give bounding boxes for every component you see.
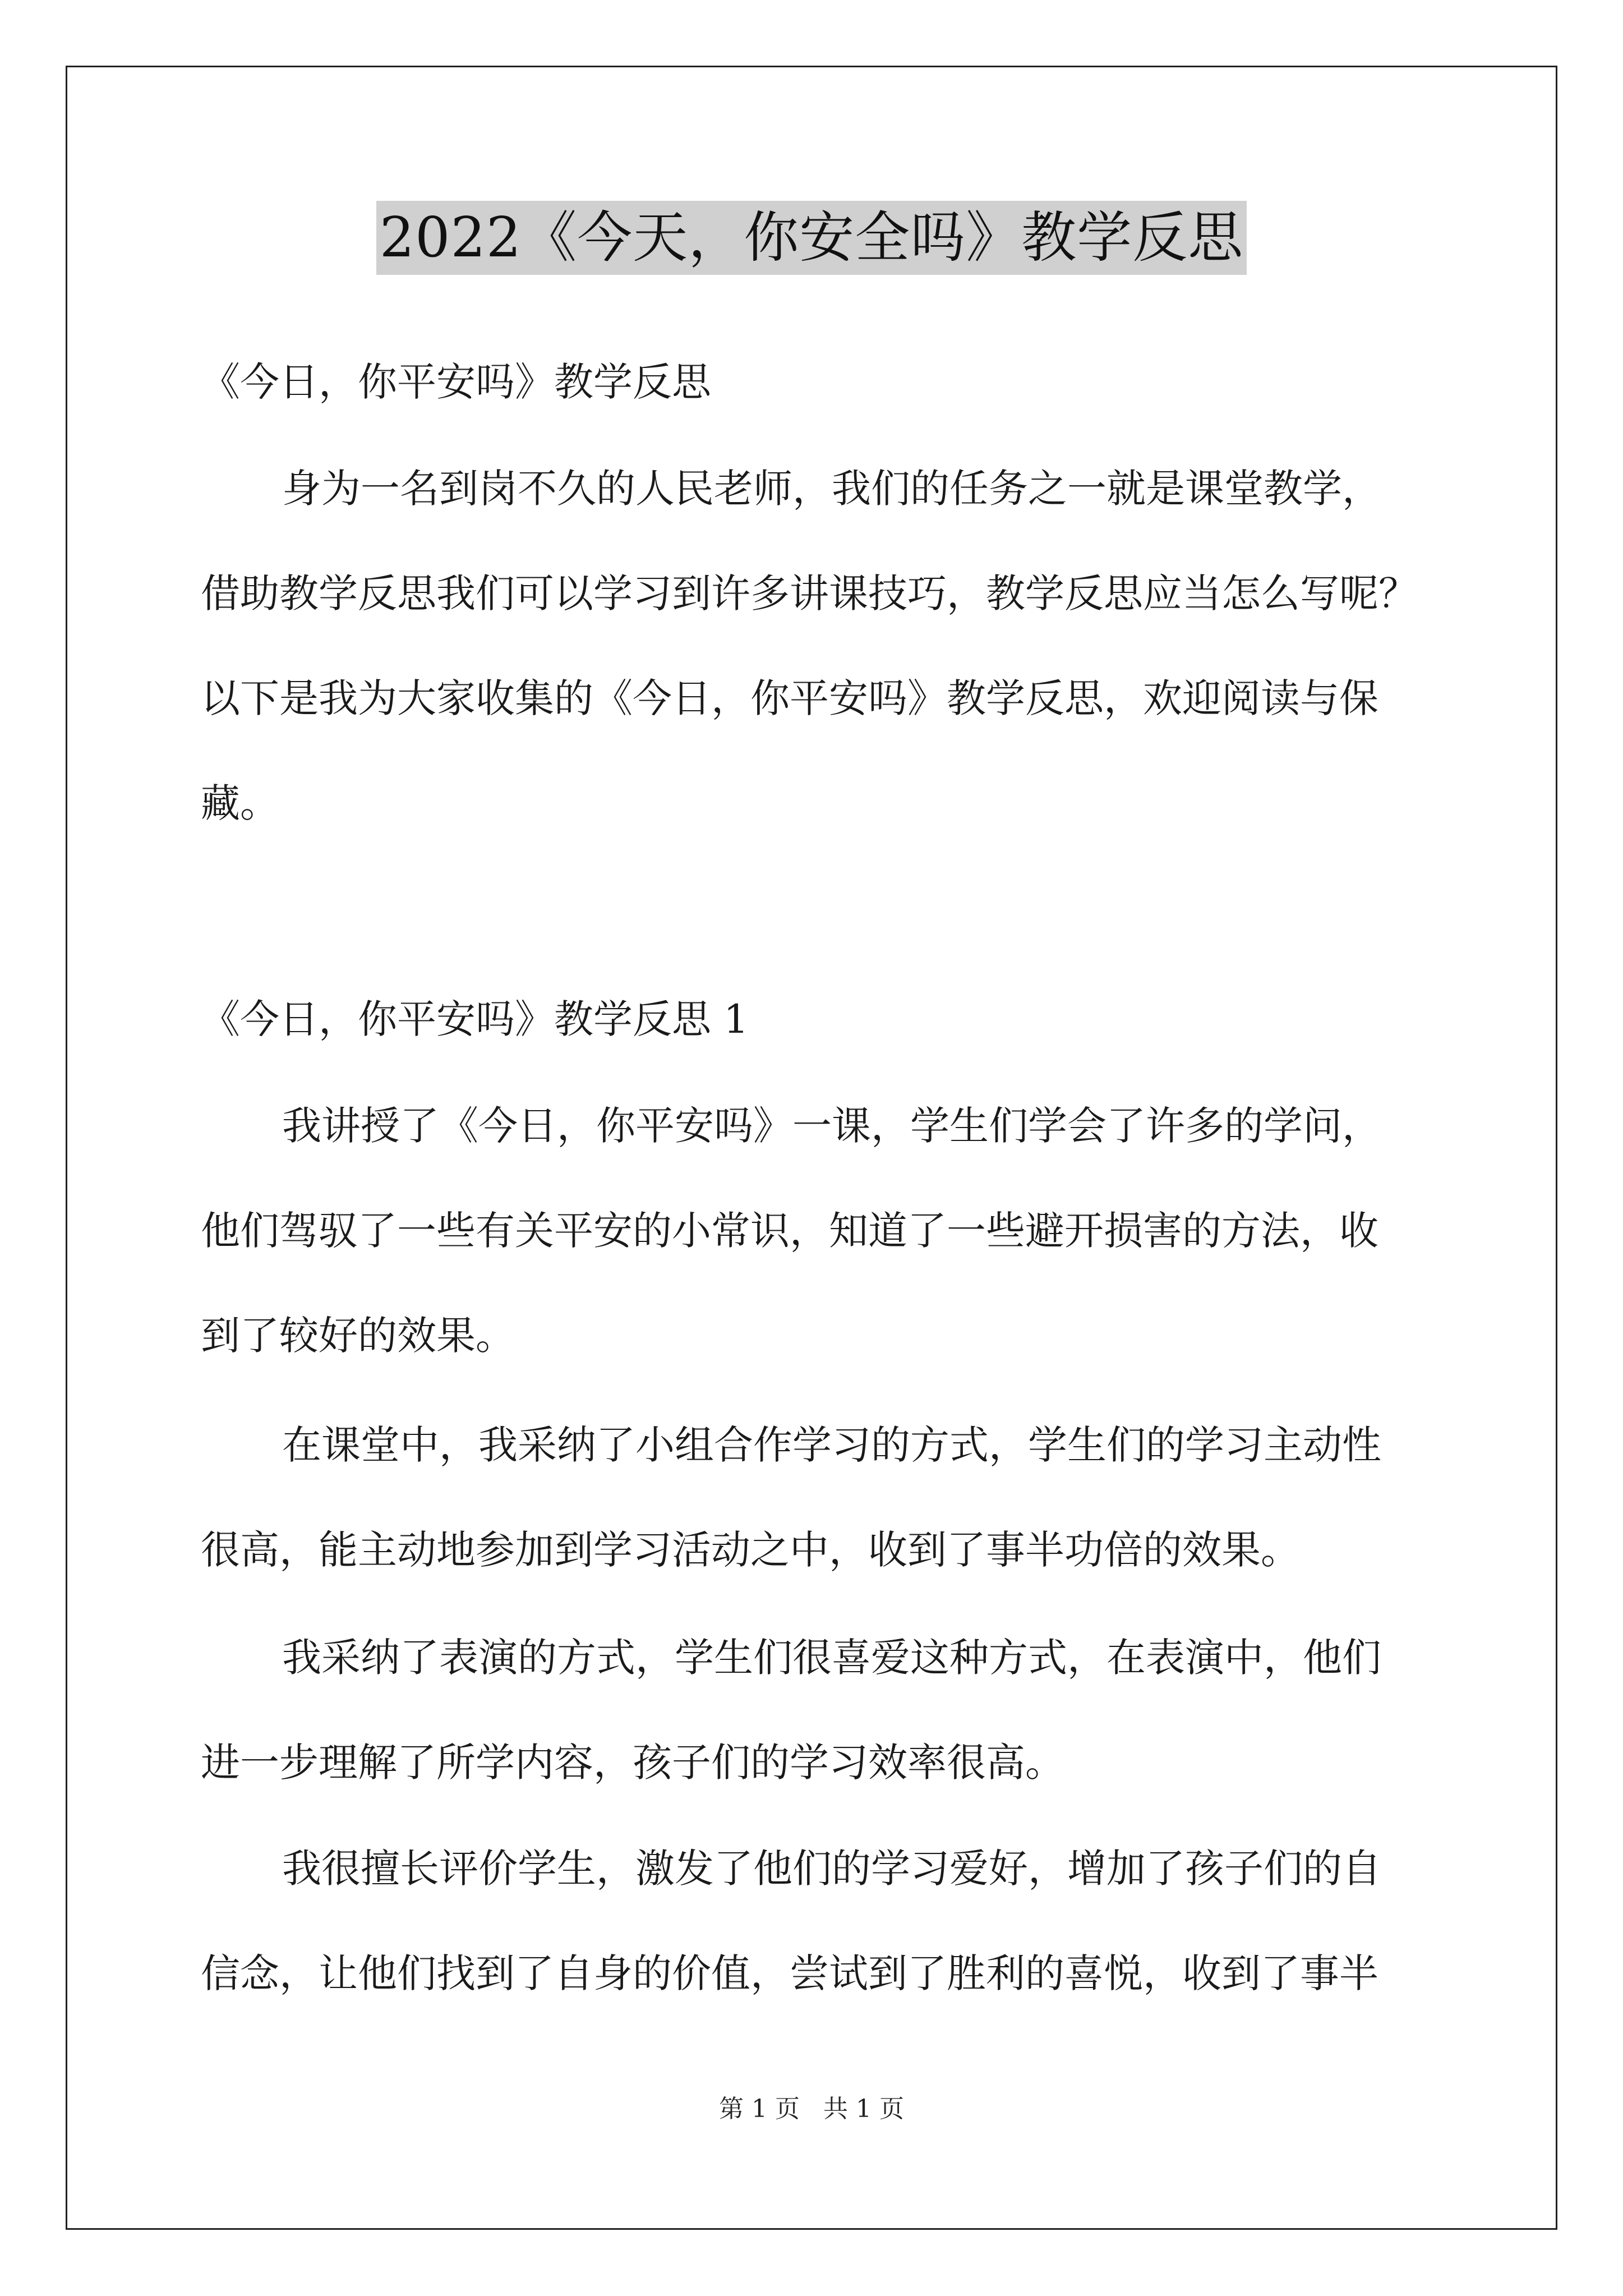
intro-line-2: 借助教学反思我们可以学习到许多讲课技巧，教学反思应当怎么写呢？ <box>201 570 1418 616</box>
section-heading-1: 《今日，你平安吗》教学反思 1 <box>201 996 749 1042</box>
para1-line-2: 他们驾驭了一些有关平安的小常识，知道了一些避开损害的方法，收 <box>201 1208 1378 1254</box>
intro-line-1: 身为一名到岗不久的人民老师，我们的任务之一就是课堂教学， <box>282 466 1381 512</box>
document-title: 2022《今天，你安全吗》教学反思 <box>376 201 1247 275</box>
para1-line-1: 我讲授了《今日，你平安吗》一课，学生们学会了许多的学问， <box>282 1103 1381 1149</box>
para4-line-2: 信念，让他们找到了自身的价值，尝试到了胜利的喜悦，收到了事半 <box>201 1950 1378 1996</box>
para2-line-1: 在课堂中，我采纳了小组合作学习的方式，学生们的学习主动性 <box>282 1422 1381 1468</box>
intro-line-3: 以下是我为大家收集的《今日，你平安吗》教学反思，欢迎阅读与保 <box>201 675 1378 721</box>
para3-line-2: 进一步理解了所学内容，孩子们的学习效率很高。 <box>201 1740 1064 1786</box>
para2-line-2: 很高，能主动地参加到学习活动之中，收到了事半功倍的效果。 <box>201 1527 1300 1573</box>
page-footer: 第 1 页 共 1 页 <box>719 2095 904 2123</box>
para4-line-1: 我很擅长评价学生，激发了他们的学习爱好，增加了孩子们的自 <box>282 1846 1381 1892</box>
intro-line-4: 藏。 <box>201 780 279 826</box>
section-heading-intro: 《今日，你平安吗》教学反思 <box>201 359 711 405</box>
title-container <box>0 201 1623 275</box>
para1-line-3: 到了较好的效果。 <box>201 1313 515 1359</box>
para3-line-1: 我采纳了表演的方式，学生们很喜爱这种方式，在表演中，他们 <box>282 1635 1381 1681</box>
